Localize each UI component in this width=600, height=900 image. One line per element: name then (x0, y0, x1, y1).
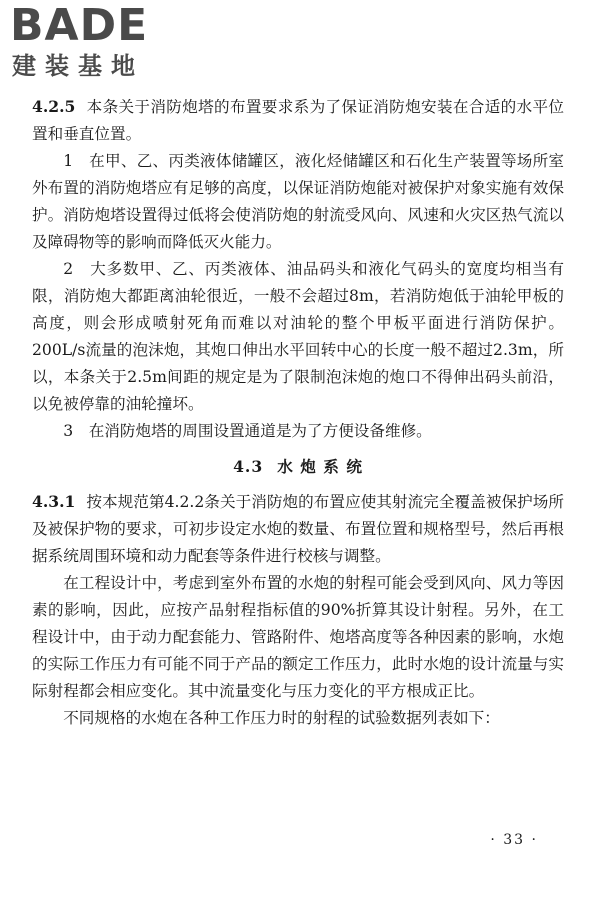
bade-logo (10, 0, 180, 84)
document-body (32, 93, 564, 732)
clause-number: 4.3.1 (32, 492, 76, 511)
clause-text: 按本规范第4.2.2条关于消防炮的布置应使其射流完全覆盖被保护场所及被保护物的要求，可初步设定水炮的数量、布置位置和规格型号，然后再根据系统周围环境和动力配套等条件进行校核与调整。 (32, 493, 564, 565)
table-intro-paragraph: 不同规格的水炮在各种工作压力时的射程的试验数据列表如下： (63, 709, 500, 727)
clause-text: 本条关于消防炮塔的布置要求系为了保证消防炮安装在合适的水平位置和垂直位置。 (32, 98, 564, 143)
section-title: 水 炮 系 统 (277, 457, 363, 476)
section-heading (32, 453, 564, 480)
item-2-paragraph: 2 大多数甲、乙、丙类液体、油品码头和液化气码头的宽度均相当有限，消防炮大都距离油轮很近，一般不会超过8m，若消防炮低于油轮甲板的高度，则会形成喷射死角而难以对油轮的整个甲板平面进行消防保护。200L/s流量的泡沫炮，其炮口伸出水平回转中心的长度一般不超过2.3m，所以，本条关于2.5m间距的规定是为了限制泡沫炮的炮口不得伸出码头前沿，以免被停靠的油轮撞坏。 (32, 260, 564, 413)
logo-text-cn: 建装基地 (12, 52, 144, 80)
clause-4-3-1 (32, 488, 564, 570)
logo-text-en: BADE (10, 0, 149, 51)
section-number: 4.3 (233, 457, 264, 476)
item-3-paragraph: 3 在消防炮塔的周围设置通道是为了方便设备维修。 (63, 422, 432, 440)
clause-4-2-5 (32, 93, 564, 148)
clause-number: 4.2.5 (32, 97, 76, 116)
design-paragraph: 在工程设计中，考虑到室外布置的水炮的射程可能会受到风向、风力等因素的影响，因此，应按产品射程指标值的90%折算其设计射程。另外，在工程设计中，由于动力配套能力、管路附件、炮塔高度等各种因素的影响，水炮的实际工作压力有可能不同于产品的额定工作压力，此时水炮的设计流量与实际射程都会相应变化。其中流量变化与压力变化的平方根成正比。 (32, 574, 564, 700)
item-1-paragraph: 1 在甲、乙、丙类液体储罐区，液化烃储罐区和石化生产装置等场所室外布置的消防炮塔应有足够的高度，以保证消防炮能对被保护对象实施有效保护。消防炮塔设置得过低将会使消防炮的射流受风向、风速和火灾区热气流以及障碍物等的影响而降低灭火能力。 (32, 152, 564, 251)
page-number: · 33 · (490, 832, 538, 848)
